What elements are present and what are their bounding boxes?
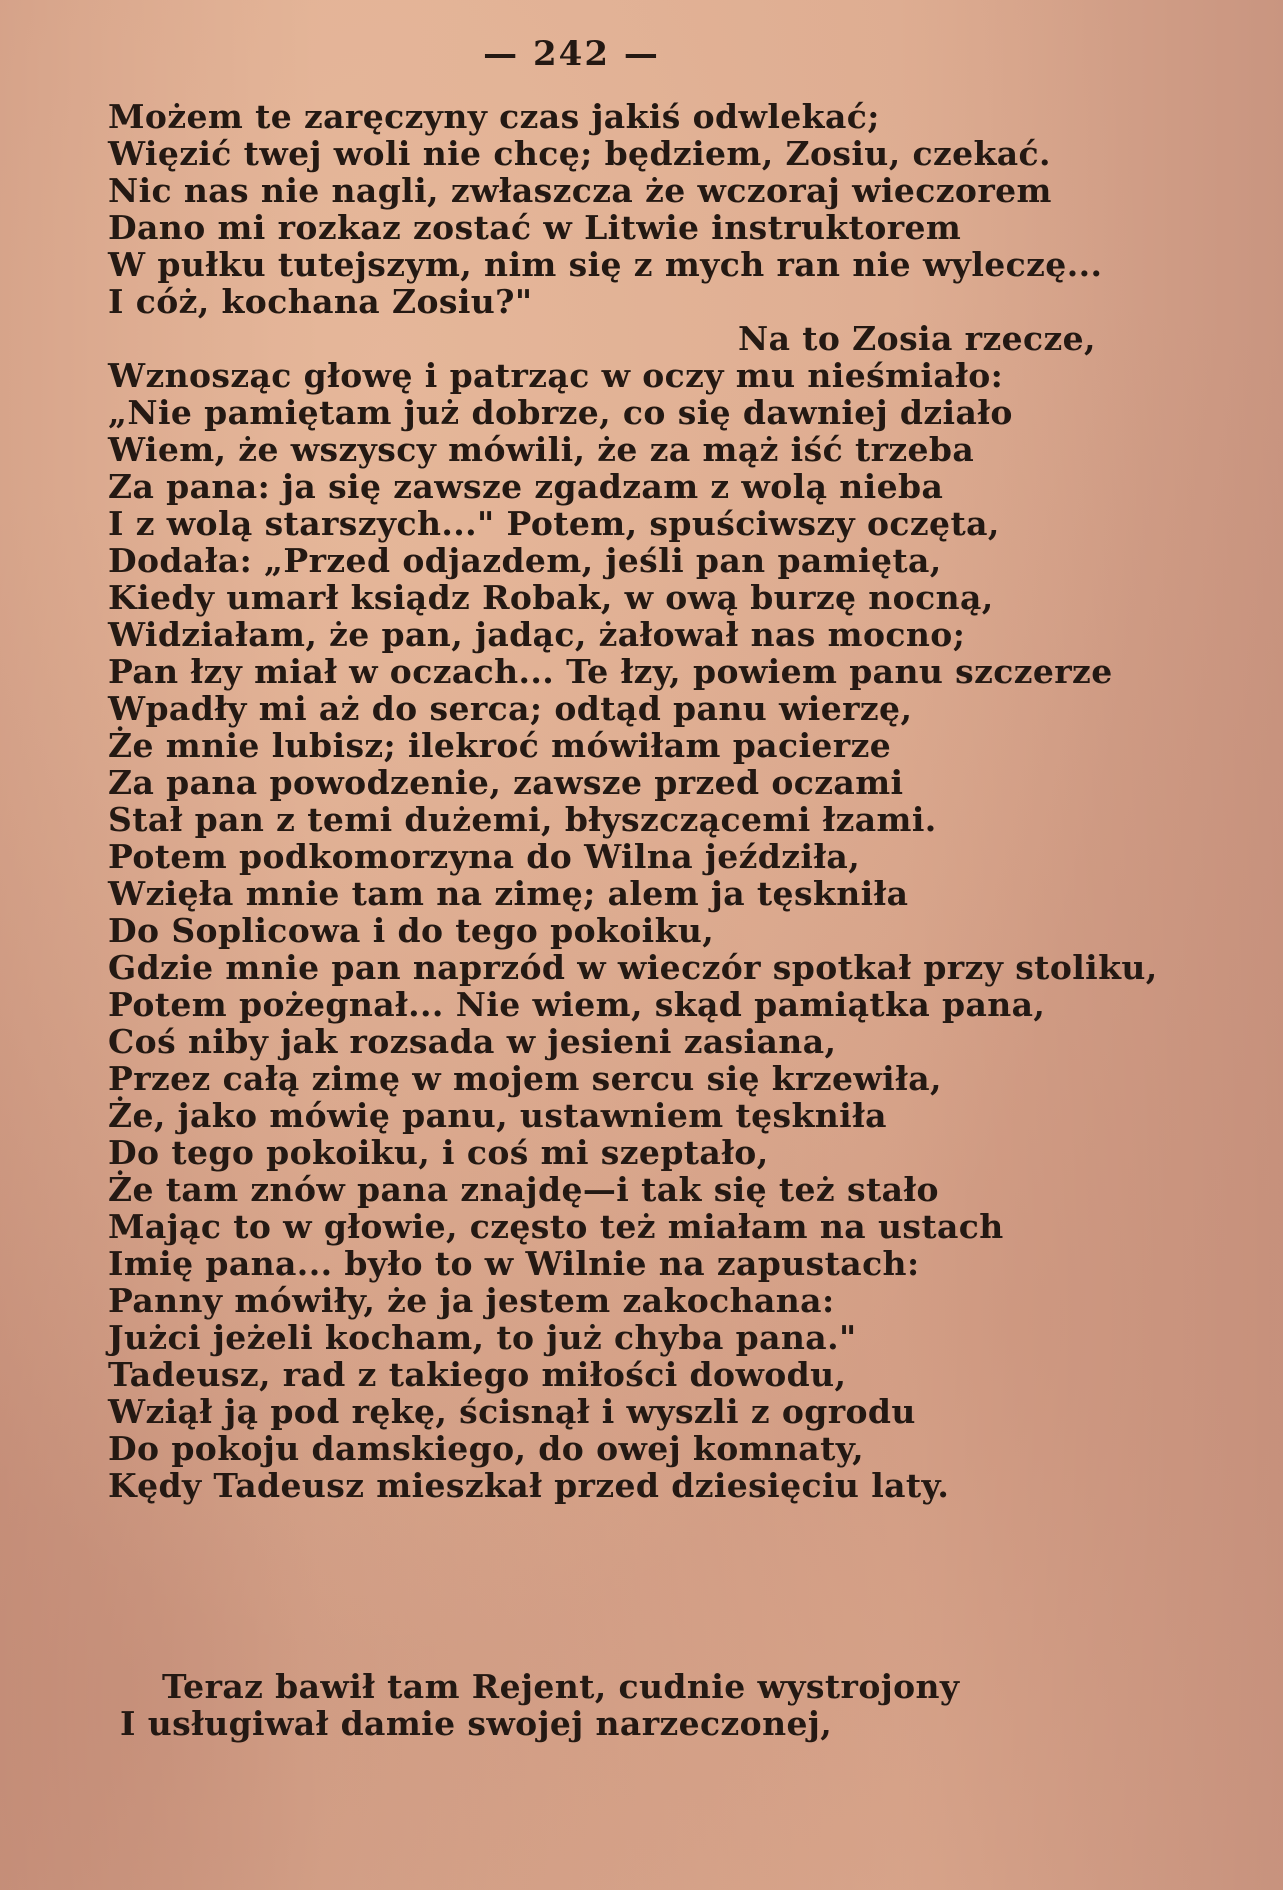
verse-line: Dodała: „Przed odjazdem, jeśli pan pamięta,	[108, 541, 942, 580]
verse-line: „Nie pamiętam już dobrze, co się dawniej działo	[108, 393, 1013, 432]
verse-stanza-2	[120, 1668, 1220, 1742]
verse-line: I z wolą starszych..." Potem, spuściwszy oczęta,	[108, 504, 1000, 543]
verse-line: Więzić twej woli nie chcę; będziem, Zosiu, czekać.	[108, 134, 1051, 173]
verse-line: Za pana powodzenie, zawsze przed oczami	[108, 763, 904, 802]
verse-line: Gdzie mnie pan naprzód w wieczór spotkał przy stoliku,	[108, 948, 1158, 987]
verse-line: Do tego pokoiku, i coś mi szeptało,	[108, 1133, 769, 1172]
verse-line: Kędy Tadeusz mieszkał przed dziesięciu laty.	[108, 1466, 950, 1505]
verse-line: Pan łzy miał w oczach... Te łzy, powiem panu szczerze	[108, 652, 1113, 691]
verse-line: Do pokoju damskiego, do owej komnaty,	[108, 1429, 865, 1468]
verse-line: Dano mi rozkaz zostać w Litwie instruktorem	[108, 208, 962, 247]
verse-line: Stał pan z temi dużemi, błyszczącemi łzami.	[108, 800, 937, 839]
verse-line: Wzięła mnie tam na zimę; alem ja tęskniła	[108, 874, 909, 913]
verse-line: Mając to w głowie, często też miałam na ustach	[108, 1207, 1004, 1246]
verse-line: Widziałam, że pan, jadąc, żałował nas mocno;	[108, 615, 966, 654]
verse-line: Jużci jeżeli kocham, to już chyba pana."	[108, 1318, 857, 1357]
verse-line: Że mnie lubisz; ilekroć mówiłam pacierze	[108, 726, 892, 765]
verse-line: Przez całą zimę w mojem sercu się krzewiła,	[108, 1059, 942, 1098]
verse-line: Coś niby jak rozsada w jesieni zasiana,	[108, 1022, 837, 1061]
verse-line: I cóż, kochana Zosiu?"	[108, 282, 533, 321]
page-number: — 242 —	[483, 34, 660, 74]
verse-line: Panny mówiły, że ja jestem zakochana:	[108, 1281, 835, 1320]
verse-line: Wpadły mi aż do serca; odtąd panu wierzę,	[108, 689, 913, 728]
verse-line: Na to Zosia rzecze,	[738, 319, 1096, 358]
verse-line: Możem te zaręczyny czas jakiś odwlekać;	[108, 97, 880, 136]
verse-line: Kiedy umarł ksiądz Robak, w ową burzę nocną,	[108, 578, 994, 617]
verse-line: Wiem, że wszyscy mówili, że za mąż iść trzeba	[108, 430, 975, 469]
verse-line: Do Soplicowa i do tego pokoiku,	[108, 911, 715, 950]
verse-stanza-1	[108, 98, 1208, 1504]
verse-line: Teraz bawił tam Rejent, cudnie wystrojony	[162, 1667, 960, 1706]
verse-line: Wznosząc głowę i patrząc w oczy mu nieśmiało:	[108, 356, 1004, 395]
verse-line: Że tam znów pana znajdę—i tak się też stało	[108, 1170, 939, 1209]
verse-line: Imię pana... było to w Wilnie na zapustach:	[108, 1244, 920, 1283]
verse-line: Potem podkomorzyna do Wilna jeździła,	[108, 837, 861, 876]
verse-line: W pułku tutejszym, nim się z mych ran nie wyleczę...	[108, 245, 1103, 284]
verse-line: Że, jako mówię panu, ustawniem tęskniła	[108, 1096, 887, 1135]
verse-line: Wziął ją pod rękę, ścisnął i wyszli z ogrodu	[108, 1392, 916, 1431]
verse-line: Za pana: ja się zawsze zgadzam z wolą nieba	[108, 467, 944, 506]
verse-line: Nic nas nie nagli, zwłaszcza że wczoraj wieczorem	[108, 171, 1052, 210]
verse-line: Potem pożegnał... Nie wiem, skąd pamiątka pana,	[108, 985, 1046, 1024]
verse-line: Tadeusz, rad z takiego miłości dowodu,	[108, 1355, 847, 1394]
verse-line: I usługiwał damie swojej narzeczonej,	[120, 1704, 833, 1743]
